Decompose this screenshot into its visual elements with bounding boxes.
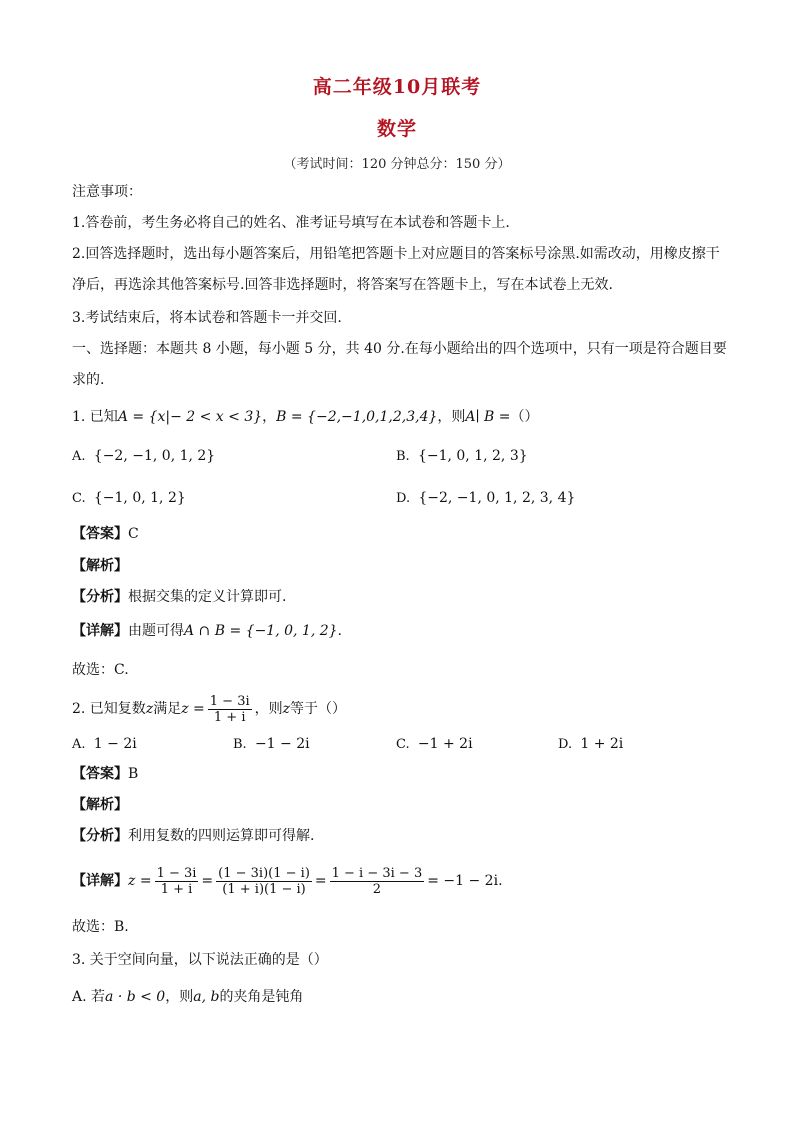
q1-choice: 故选：C. [72, 662, 129, 678]
question-1-stem [72, 410, 539, 424]
q2-detail: 【详解】 z = $\frac{1 - 3i}{1 + i}$ = $\frac{(1 - 3i)(1 - i)}{(1 + i)(1 - i)}$ = $\frac{1 - i - 3i - 3}{2}$ = −1 − 2i . [72, 865, 503, 897]
q1-suffix: ，则 [437, 409, 466, 425]
q1-set-a: A = {x|− 2 < x < 3} [117, 409, 263, 425]
q1-expr: A∣ B = [465, 409, 511, 425]
notes-item-2-line2: 净后，再选涂其他答案标号.回答非选择题时，将答案写在答题卡上，写在本试卷上无效. [72, 277, 613, 293]
section-1-line1: 一、选择题：本题共 8 小题，每小题 5 分，共 40 分.在每小题给出的四个选项中，只有一项是符合题目要 [72, 341, 727, 357]
q3-option-a: A. 若a · b < 0，则a, b的夹角是钝角 [72, 989, 304, 1005]
q2-option-d: D. 1 + 2i [558, 736, 624, 752]
question-2-stem: 2. 已知复数 z 满足 z = $\frac{1 - 3i}{1 + i}$ ，则 z 等于（） [72, 693, 347, 725]
q3-vectors: a, b [193, 989, 220, 1005]
q1-fenxi: 【分析】根据交集的定义计算即可. [72, 589, 287, 605]
q2-option-b: B. −1 − 2i [233, 736, 310, 752]
q2-choice: 故选：B. [72, 919, 129, 935]
notes-item-2-line1: 2.回答选择题时，选出每小题答案后，用铅笔把答题卡上对应题目的答案标号涂黑.如需改动，用橡皮擦干 [72, 246, 720, 262]
q2-fraction: $\frac{1 - 3i}{1 + i}$ [209, 693, 250, 725]
q2-analysis-tag: 【解析】 [72, 797, 128, 813]
q1-sep: ， [262, 409, 277, 425]
q1-set-b: B = {−2,−1,0,1,2,3,4} [276, 409, 438, 425]
q1-option-a: A. {−2, −1, 0, 1, 2} [72, 448, 216, 464]
page-title: 高二年级10月联考 [312, 76, 482, 98]
q1-answer: 【答案】C [72, 526, 139, 542]
q1-option-b: B. {−1, 0, 1, 2, 3} [396, 448, 528, 464]
exam-info: （考试时间：120 分钟总分：150 分） [283, 157, 511, 172]
q1-paren: （） [510, 409, 539, 425]
notes-item-1: 1.答卷前，考生务必将自己的姓名、准考证号填写在本试卷和答题卡上. [72, 215, 510, 231]
question-3-stem: 3. 关于空间向量，以下说法正确的是（） [72, 952, 328, 968]
q2-option-a: A. 1 − 2i [72, 736, 137, 752]
q1-analysis-tag: 【解析】 [72, 558, 128, 574]
q1-option-d: D. {−2, −1, 0, 1, 2, 3, 4} [396, 490, 576, 506]
q1-option-c: C. {−1, 0, 1, 2} [72, 490, 186, 506]
q1-prefix: 1. 已知 [72, 409, 118, 425]
section-1-line2: 求的. [72, 372, 105, 388]
q2-option-c: C. −1 + 2i [396, 736, 473, 752]
notes-heading: 注意事项： [72, 184, 142, 200]
notes-item-3: 3.考试结束后，将本试卷和答题卡一并交回. [72, 310, 342, 326]
subject-title: 数学 [376, 118, 417, 140]
q2-answer: 【答案】B [72, 766, 139, 782]
q3-condition: a · b < 0 [105, 989, 166, 1005]
q1-detail: 【详解】由题可得A ∩ B = {−1, 0, 1, 2}. [72, 623, 342, 639]
q2-fenxi: 【分析】利用复数的四则运算即可得解. [72, 828, 315, 844]
